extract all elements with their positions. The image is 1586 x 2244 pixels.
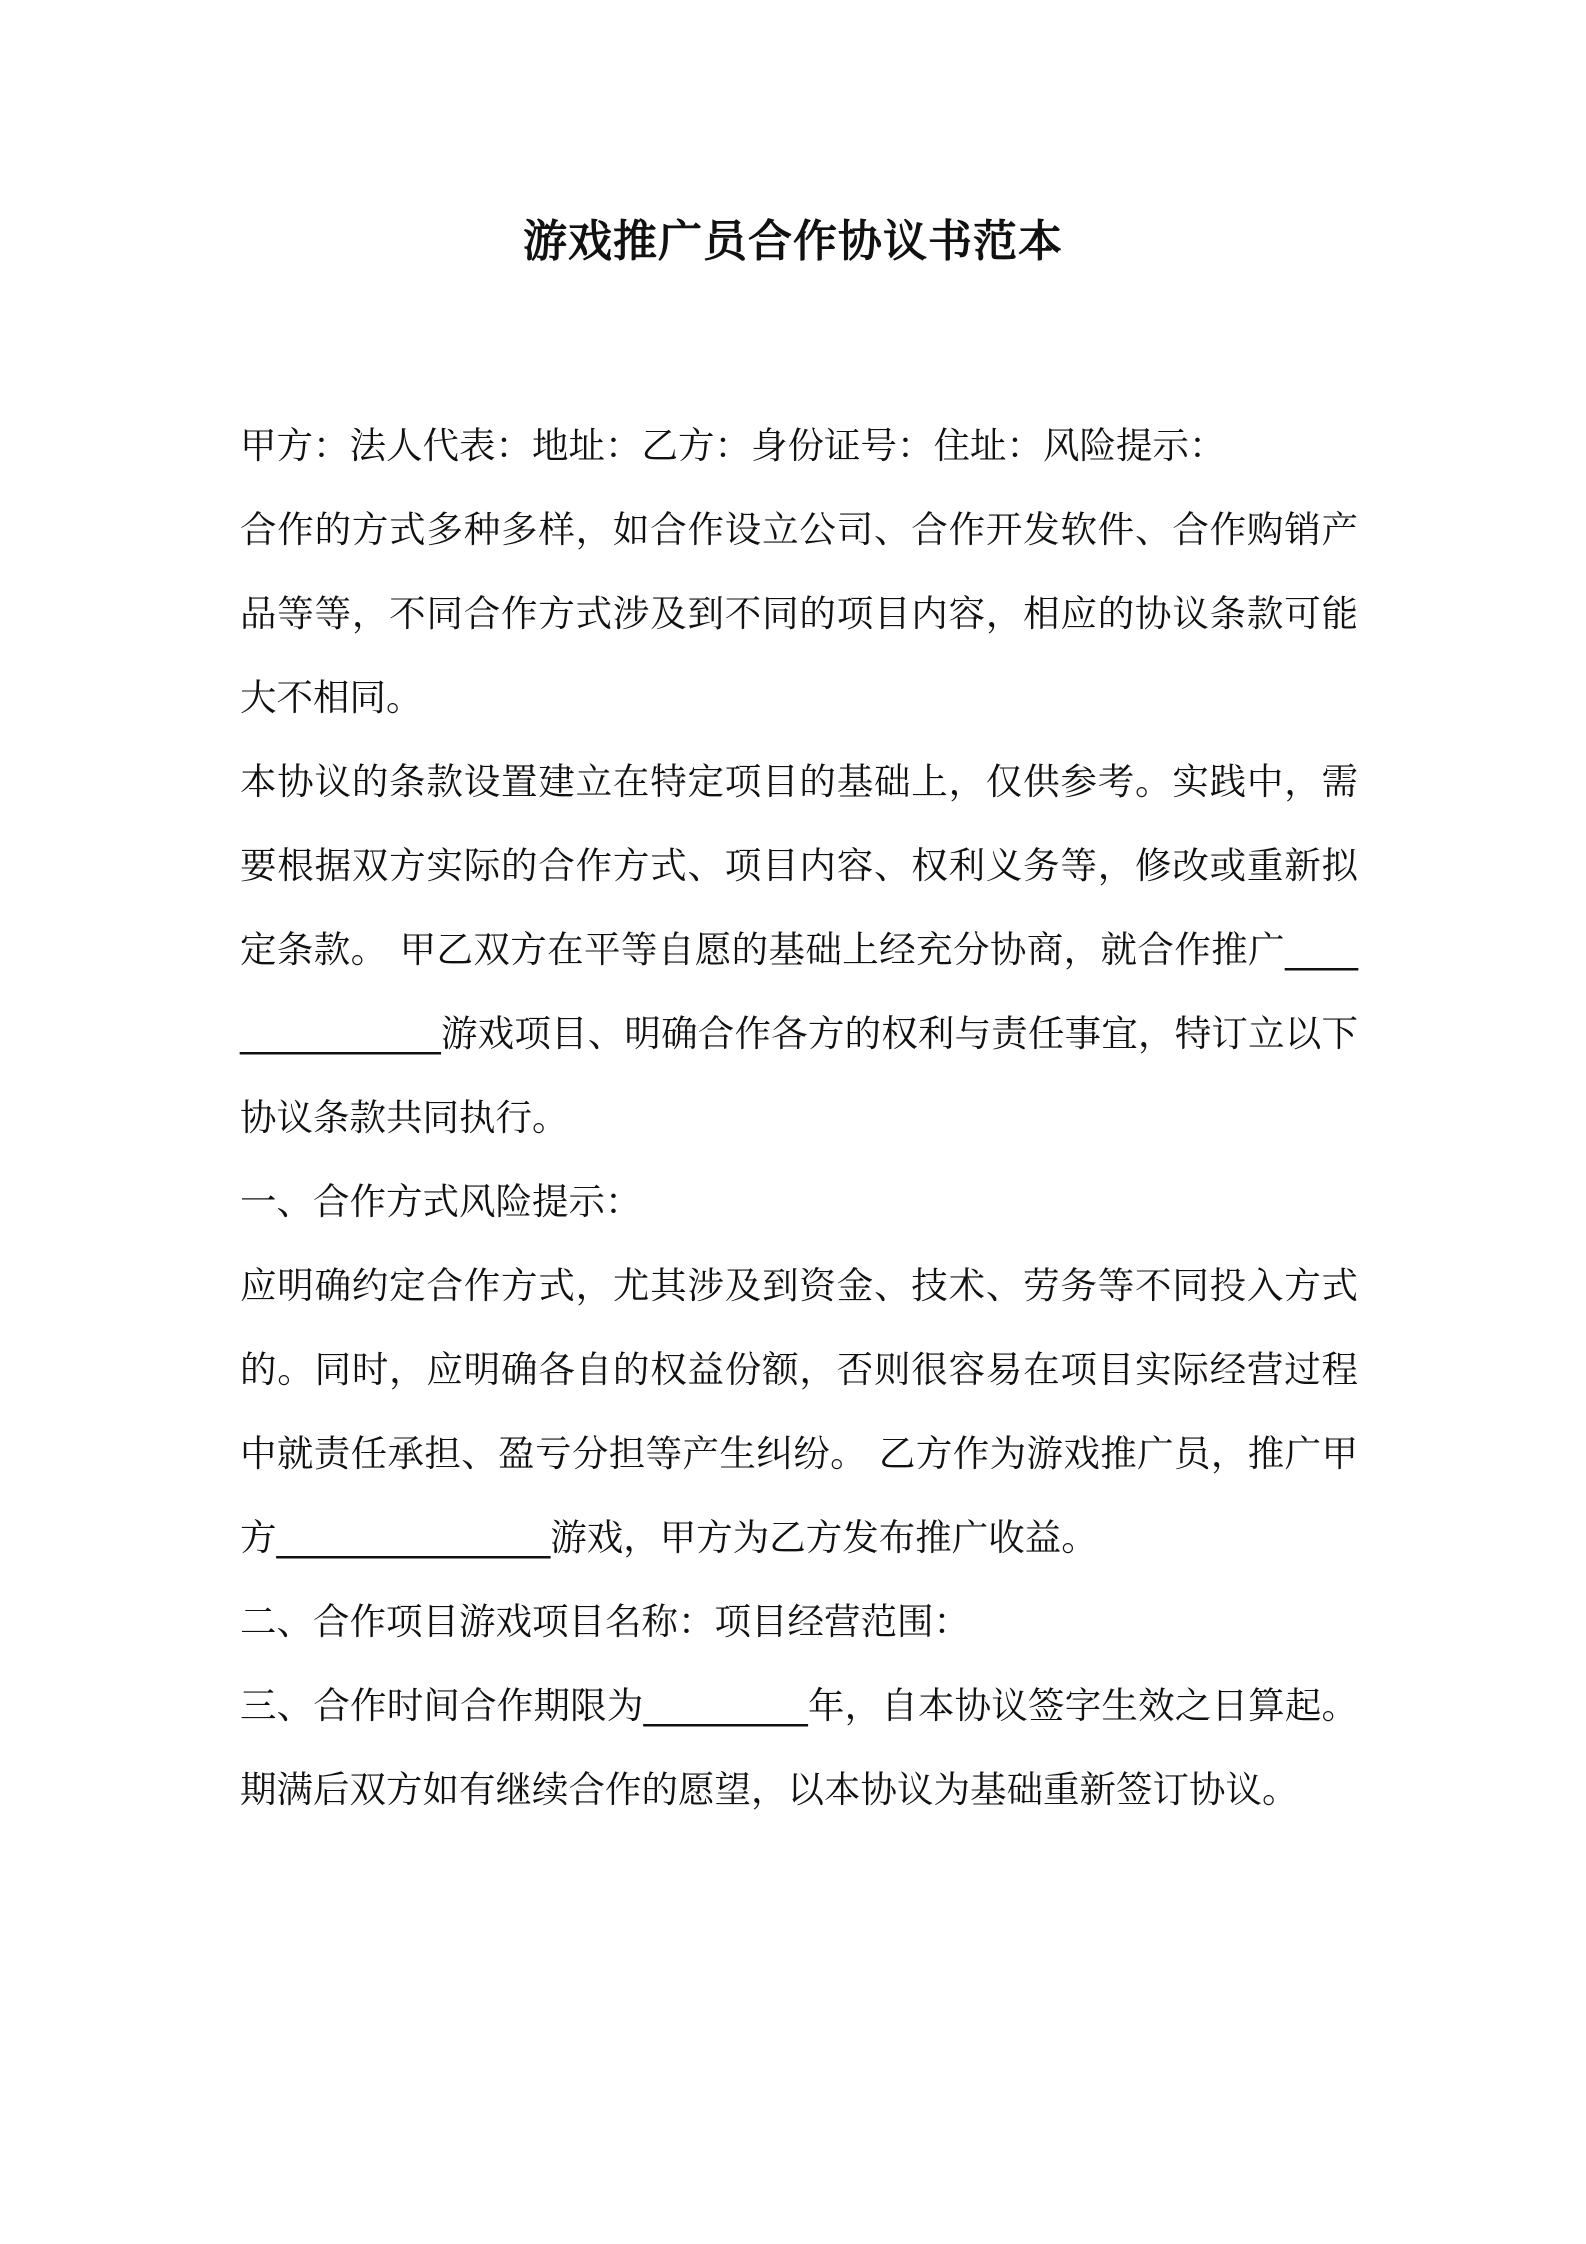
section-heading-cooperation-risk: 一、合作方式风险提示： <box>240 1180 642 1223</box>
paragraph-parties: 甲方：法人代表：地址：乙方：身份证号：住址：风险提示： <box>240 424 1226 467</box>
paragraph-cooperation-risk: 应明确约定合作方式，尤其涉及到资金、技术、劳务等不同投入方式的。同时，应明确各自的权益份额，否则很容易在项目实际经营过程中就责任承担、盈亏分担等产生纠纷。 乙方作为游戏推广员，推广甲方_______________游戏，甲方为乙方发布推广收益。 <box>240 1264 1358 1559</box>
document-body <box>240 404 1358 1832</box>
section-heading-project: 二、合作项目游戏项目名称：项目经营范围： <box>240 1600 970 1643</box>
document-title: 游戏推广员合作协议书范本 <box>523 216 1063 267</box>
paragraph-cooperation-modes: 合作的方式多种多样，如合作设立公司、合作开发软件、合作购销产品等等，不同合作方式涉及到不同的项目内容，相应的协议条款可能大不相同。 <box>240 508 1358 719</box>
section-cooperation-period: 三、合作时间合作期限为_________年，自本协议签字生效之日算起。期满后双方如有继续合作的愿望，以本协议为基础重新签订协议。 <box>240 1684 1358 1811</box>
paragraph-agreement-basis: 本协议的条款设置建立在特定项目的基础上，仅供参考。实践中，需要根据双方实际的合作方式、项目内容、权利义务等，修改或重新拟定条款。 甲乙双方在平等自愿的基础上经充分协商，就合作推广_______________游戏项目、明确合作各方的权利与责任事宜，特订立以下协议条款共同执行。 <box>240 760 1358 1139</box>
